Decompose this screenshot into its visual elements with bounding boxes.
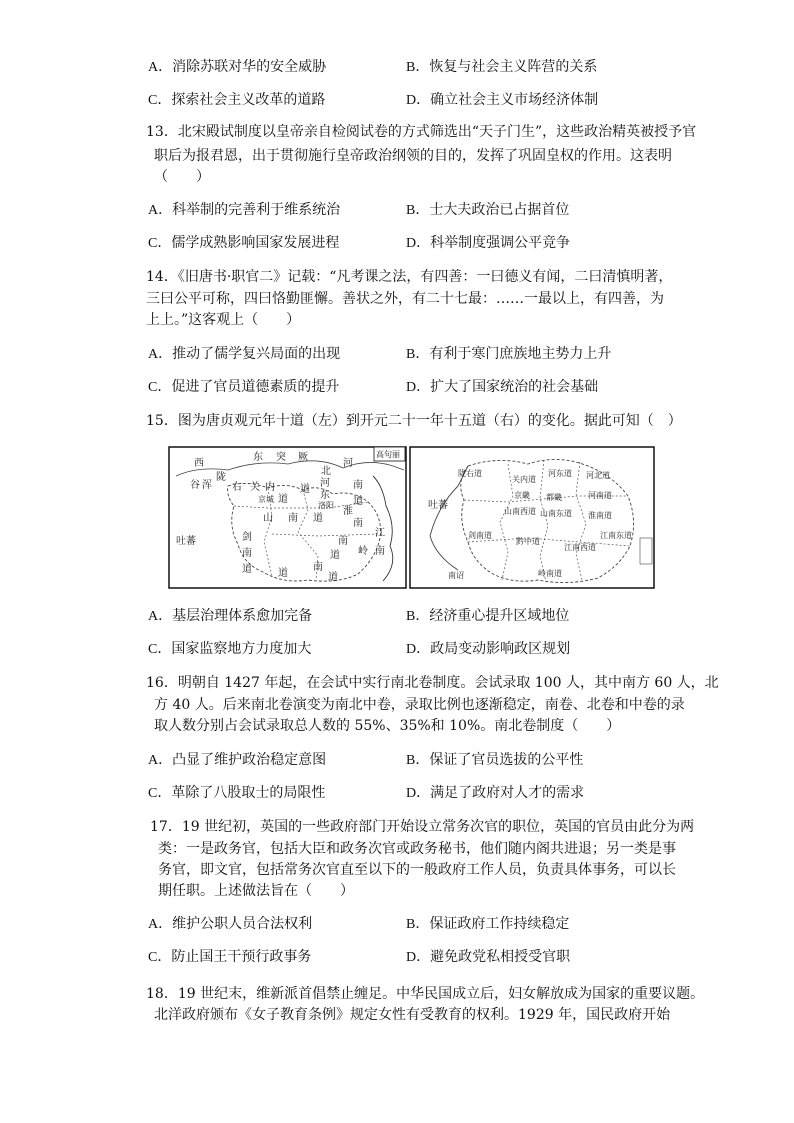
- option-text: 国家监察地方力度加大: [171, 641, 312, 657]
- q14-option-b[interactable]: [406, 345, 611, 364]
- map-label: 高句丽: [376, 450, 400, 459]
- q12-option-b[interactable]: [406, 58, 597, 77]
- option-text: 确立社会主义市场经济体制: [430, 92, 599, 108]
- map-label: 江南西道: [564, 543, 596, 552]
- q17-option-d[interactable]: [406, 948, 570, 967]
- map-label: 山: [263, 513, 273, 524]
- map-label: 吐蕃: [428, 500, 448, 511]
- option-text: 革除了八股取士的局限性: [171, 785, 326, 801]
- q17-stem-line-2: 类：一是政务官，包括大臣和政务次官或政务秘书，他们随内阁共进退；另一类是事: [158, 841, 676, 857]
- map-label: 淮南道: [588, 511, 612, 520]
- q17-option-c[interactable]: [148, 948, 311, 967]
- map-label: 陇右道: [458, 469, 482, 478]
- map-label: 南: [338, 536, 348, 547]
- option-text: 有利于寒门庶族地主势力上升: [429, 346, 612, 362]
- map-label: 西: [194, 458, 204, 469]
- option-text: 扩大了国家统治的社会基础: [430, 379, 599, 395]
- option-letter: B．: [406, 609, 430, 624]
- map-label: 江: [375, 528, 385, 539]
- option-text: 消除苏联对华的安全威胁: [172, 59, 327, 75]
- option-text: 促进了官员道德素质的提升: [171, 379, 340, 395]
- option-letter: D．: [406, 950, 431, 965]
- map-label: 道: [328, 572, 338, 583]
- map-label: 道: [278, 494, 288, 505]
- map-label: 京畿: [514, 491, 530, 500]
- q14-stem-line-3: 上上。”这客观上（ ）: [146, 312, 301, 328]
- option-text: 防止国王干预行政事务: [171, 949, 312, 965]
- q16-stem-line-1: 16．明朝自 1427 年起，在会试中实行南北卷制度。会试录取 100 人，其中南方 60 人，北: [146, 675, 719, 691]
- q12-option-c[interactable]: [148, 91, 325, 110]
- map-label: 道: [300, 484, 310, 495]
- option-text: 凸显了维护政治稳定意图: [172, 752, 327, 768]
- option-letter: A．: [148, 347, 173, 362]
- map-label: 河南道: [588, 491, 612, 500]
- q13-option-c[interactable]: [148, 234, 339, 253]
- map-label: 洛阳: [318, 501, 334, 510]
- q16-option-c[interactable]: [148, 784, 325, 803]
- q14-option-d[interactable]: [406, 378, 598, 397]
- map-label: 陇: [216, 472, 226, 483]
- map-label: 谷: [190, 480, 200, 491]
- map-label: 道: [313, 513, 323, 524]
- map-label: 南: [288, 513, 298, 524]
- q12-option-a[interactable]: [148, 58, 326, 77]
- map-label: 东: [320, 490, 330, 501]
- option-letter: C．: [148, 236, 172, 251]
- q15-option-a[interactable]: [148, 607, 312, 626]
- map-label: 道: [242, 564, 252, 575]
- map-left-zhenguan: [169, 447, 406, 588]
- map-label: 南诏: [448, 571, 464, 580]
- q14-option-a[interactable]: [148, 345, 340, 364]
- option-letter: B．: [406, 203, 430, 218]
- option-letter: D．: [406, 786, 431, 801]
- map-label: 剑南道: [468, 531, 492, 540]
- option-letter: B．: [406, 347, 430, 362]
- tang-circuits-maps: [168, 446, 656, 594]
- option-text: 科举制度强调公平竞争: [430, 235, 571, 251]
- option-letter: A．: [148, 609, 173, 624]
- option-text: 满足了政府对人才的需求: [430, 785, 585, 801]
- option-text: 探索社会主义改革的道路: [171, 92, 326, 108]
- option-letter: A．: [148, 917, 173, 932]
- map-label: 南: [353, 518, 363, 529]
- q15-option-c[interactable]: [148, 640, 311, 659]
- option-letter: C．: [148, 93, 172, 108]
- map-label: 右: [232, 482, 242, 493]
- map-label: 剑: [242, 532, 252, 543]
- map-label: 内: [265, 482, 275, 493]
- option-text: 科举制的完善利于维系统治: [172, 202, 341, 218]
- q13-stem-line-2: 职后为报君恩，出于贯彻施行皇帝政治纲领的目的，发挥了巩固皇权的作用。这表明: [154, 148, 672, 164]
- q13-option-d[interactable]: [406, 234, 570, 253]
- option-letter: A．: [148, 753, 173, 768]
- q18-stem-line-2: 北洋政府颁布《女子教育条例》规定女性有受教育的权利。1929 年，国民政府开始: [154, 1007, 671, 1023]
- option-letter: D．: [406, 642, 431, 657]
- map-label: 浑: [202, 480, 212, 491]
- q14-option-c[interactable]: [148, 378, 339, 397]
- q17-stem-line-4: 期任职。上述做法旨在（ ）: [158, 883, 354, 899]
- q17-stem-line-3: 务官，即文官，包括常务次官直至以下的一般政府工作人员，负责具体事务，可以长: [158, 862, 676, 878]
- option-text: 政局变动影响政区规划: [430, 641, 571, 657]
- map-label: 河: [343, 458, 353, 469]
- map-label: 岭南道: [538, 569, 562, 578]
- map-label: 厥: [298, 452, 308, 463]
- map-label: 黔中道: [516, 537, 540, 546]
- map-label: 南: [313, 562, 323, 573]
- map-label: 关内道: [512, 475, 536, 484]
- map-label: 河北道: [586, 471, 610, 480]
- map-label: 山南西道: [504, 507, 536, 516]
- map-label: 河: [320, 478, 330, 489]
- option-letter: C．: [148, 380, 172, 395]
- option-text: 维护公职人员合法权利: [172, 916, 313, 932]
- q17-option-b[interactable]: [406, 915, 569, 934]
- map-label: 突: [276, 452, 286, 463]
- option-text: 经济重心提升区域地位: [429, 608, 570, 624]
- map-label: 北: [321, 466, 331, 477]
- q12-option-d[interactable]: [406, 91, 598, 110]
- map-label: 南: [242, 548, 252, 559]
- map-right-kaiyuan: [410, 447, 654, 588]
- q13-stem-line-3: （ ）: [154, 169, 210, 185]
- option-letter: A．: [148, 203, 173, 218]
- q16-stem-line-3: 取人数分别占会试录取总人数的 55%、35%和 10%。南北卷制度（ ）: [154, 718, 621, 734]
- option-letter: C．: [148, 642, 172, 657]
- option-text: 保证政府工作持续稳定: [429, 916, 570, 932]
- map-label: 京城: [258, 495, 274, 504]
- option-letter: B．: [406, 60, 430, 75]
- option-text: 避免政党私相授受官职: [430, 949, 571, 965]
- map-label: 南: [353, 480, 363, 491]
- q15-option-d[interactable]: [406, 640, 570, 659]
- q16-stem-line-2: 方 40 人。后来南北卷演变为南北中卷，录取比例也逐渐稳定，南卷、北卷和中卷的录: [154, 697, 685, 713]
- option-text: 推动了儒学复兴局面的出现: [172, 346, 341, 362]
- map-label: 东: [253, 452, 263, 463]
- q14-stem-line-2: 三曰公平可称，四曰恪勤匪懈。善状之外，有二十七最：……一最以上，有四善，为: [146, 291, 664, 307]
- option-text: 士大夫政治已占据首位: [429, 202, 570, 218]
- map-label: 岭: [358, 546, 368, 557]
- q15-stem-line-1: 15．图为唐贞观元年十道（左）到开元二十一年十五道（右）的变化。据此可知（ ）: [146, 413, 682, 429]
- map-label: 江南东道: [600, 531, 632, 540]
- option-text: 保证了官员选拔的公平性: [429, 752, 584, 768]
- q14-stem-line-1: 14．《旧唐书·职官二》记载：“凡考课之法，有四善：一曰德义有闻，二曰清慎明著，: [146, 269, 673, 285]
- q16-option-a[interactable]: [148, 751, 326, 770]
- map-label: 道: [330, 550, 340, 561]
- option-letter: A．: [148, 60, 173, 75]
- map-label: 河东道: [548, 469, 572, 478]
- option-text: 儒学成熟影响国家发展进程: [171, 235, 340, 251]
- option-letter: C．: [148, 950, 172, 965]
- q18-stem-line-1: 18．19 世纪末，维新派首倡禁止缠足。中华民国成立后，妇女解放成为国家的重要议题。: [146, 986, 705, 1002]
- q13-option-b[interactable]: [406, 201, 569, 220]
- option-letter: C．: [148, 786, 172, 801]
- option-letter: B．: [406, 917, 430, 932]
- map-label: 道: [353, 496, 363, 507]
- map-label: 道: [278, 568, 288, 579]
- q16-option-d[interactable]: [406, 784, 584, 803]
- q13-option-a[interactable]: [148, 201, 340, 220]
- q15-option-b[interactable]: [406, 607, 569, 626]
- map-label: 淮: [343, 506, 353, 517]
- option-letter: D．: [406, 380, 431, 395]
- map-label: 南: [375, 546, 385, 557]
- option-text: 基层治理体系愈加完备: [172, 608, 313, 624]
- map-label: 关: [250, 482, 260, 493]
- option-letter: D．: [406, 93, 431, 108]
- q17-option-a[interactable]: [148, 915, 312, 934]
- map-label: 山南东道: [540, 509, 572, 518]
- map-label: 都畿: [546, 493, 562, 502]
- option-letter: D．: [406, 236, 431, 251]
- map-label: 吐蕃: [176, 536, 196, 547]
- option-letter: B．: [406, 753, 430, 768]
- q13-stem-line-1: 13．北宋殿试制度以皇帝亲自检阅试卷的方式筛选出“天子门生”，这些政治精英被授予官: [146, 124, 697, 140]
- q17-stem-line-1: 17．19 世纪初，英国的一些政府部门开始设立常务次官的职位，英国的官员由此分为两: [150, 819, 695, 835]
- option-text: 恢复与社会主义阵营的关系: [429, 59, 598, 75]
- q16-option-b[interactable]: [406, 751, 583, 770]
